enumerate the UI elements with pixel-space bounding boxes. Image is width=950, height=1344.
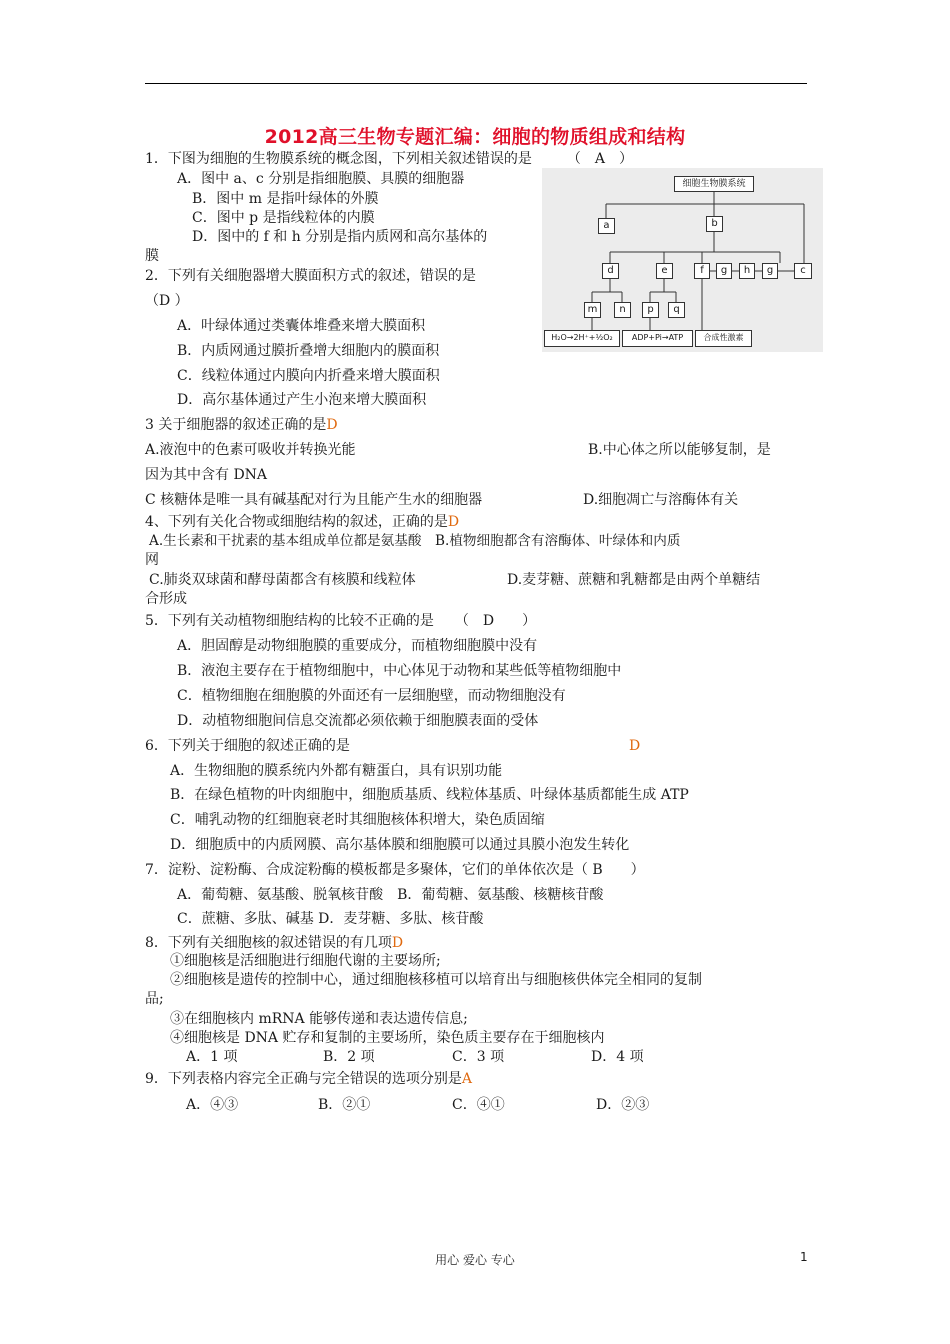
q8-option-b: B．2 项 xyxy=(323,1049,375,1065)
node-e: e xyxy=(656,263,673,279)
q4-option-b-cont: 网 xyxy=(145,552,159,568)
q5-option-b: B．液泡主要存在于植物细胞中，中心体见于动物和某些低等植物细胞中 xyxy=(177,663,622,679)
q1-option-c: C．图中 p 是指线粒体的内膜 xyxy=(192,210,375,226)
node-b: b xyxy=(706,216,723,232)
node-formula-water: H₂O→2H⁺+½O₂ xyxy=(544,330,620,347)
q8-item-3: ③在细胞核内 mRNA 能够传递和表达遗传信息; xyxy=(170,1011,468,1027)
page-footer: 用心 爱心 专心 xyxy=(435,1253,515,1267)
q2-option-c: C．线粒体通过内膜向内折叠来增大膜面积 xyxy=(177,368,440,384)
q3-option-c: C 核糖体是唯一具有碱基配对行为且能产生水的细胞器 xyxy=(145,492,483,508)
q3-option-b-cont: 因为其中含有 DNA xyxy=(145,467,268,483)
q8-answer: D xyxy=(391,935,404,951)
q8-item-2-cont: 品; xyxy=(145,991,164,1007)
q8-option-c: C．3 项 xyxy=(452,1049,505,1065)
q8-item-2: ②细胞核是遗传的控制中心，通过细胞核移植可以培育出与细胞核供体完全相同的复制 xyxy=(170,972,702,988)
q4-option-d: D.麦芽糖、蔗糖和乳糖都是由两个单糖结 xyxy=(507,572,761,588)
q5-option-d: D．动植物细胞间信息交流都必须依赖于细胞膜表面的受体 xyxy=(177,713,539,729)
node-g-2: g xyxy=(762,263,778,279)
q1-option-d: D．图中的 f 和 h 分别是指内质网和高尔基体的 xyxy=(192,229,488,245)
q3-option-d: D.细胞凋亡与溶酶体有关 xyxy=(583,492,739,508)
question-1: 1．下图为细胞的生物膜系统的概念图，下列相关叙述错误的是 （ A ） xyxy=(145,151,634,167)
node-n: n xyxy=(614,302,631,318)
q2-answer: （D ） xyxy=(145,293,189,309)
q3-option-b: B.中心体之所以能够复制，是 xyxy=(588,442,771,458)
q2-option-a: A．叶绿体通过类囊体堆叠来增大膜面积 xyxy=(177,318,426,334)
node-d: d xyxy=(602,263,619,279)
page-title: 2012高三生物专题汇编：细胞的物质组成和结构 xyxy=(264,126,686,148)
q5-option-a: A．胆固醇是动物细胞膜的重要成分，而植物细胞膜中没有 xyxy=(177,638,538,654)
question-3: 3 关于细胞器的叙述正确的是D xyxy=(145,417,338,433)
question-4: 4、下列有关化合物或细胞结构的叙述，正确的是D xyxy=(145,514,460,530)
q4-option-c: C.肺炎双球菌和酵母菌都含有核膜和线粒体 xyxy=(149,572,416,588)
node-q: q xyxy=(668,302,685,318)
q8-item-1: ①细胞核是活细胞进行细胞代谢的主要场所; xyxy=(170,953,441,969)
q4-option-d-cont: 合形成 xyxy=(145,591,187,607)
q6-option-d: D．细胞质中的内质网膜、高尔基体膜和细胞膜可以通过具膜小泡发生转化 xyxy=(170,837,630,853)
node-g-1: g xyxy=(716,263,732,279)
q6-option-b: B．在绿色植物的叶肉细胞中，细胞质基质、线粒体基质、叶绿体基质都能生成 ATP xyxy=(170,787,689,803)
question-9: 9．下列表格内容完全正确与完全错误的选项分别是A xyxy=(145,1071,473,1087)
q9-option-d: D．②③ xyxy=(596,1097,650,1113)
q2-option-d: D．高尔基体通过产生小泡来增大膜面积 xyxy=(177,392,427,408)
q3-answer: D xyxy=(326,417,338,433)
node-a: a xyxy=(598,218,615,234)
node-root: 细胞生物膜系统 xyxy=(674,176,754,192)
q6-option-c: C．哺乳动物的红细胞衰老时其细胞核体积增大，染色质固缩 xyxy=(170,812,545,828)
q6-answer: D xyxy=(629,738,641,754)
q2-option-b: B．内质网通过膜折叠增大细胞内的膜面积 xyxy=(177,343,440,359)
node-sex-hormone: 合成性激素 xyxy=(695,330,752,347)
q9-answer: A xyxy=(461,1071,473,1087)
q6-option-a: A．生物细胞的膜系统内外都有糖蛋白，具有识别功能 xyxy=(170,763,503,779)
node-f: f xyxy=(694,263,710,279)
node-m: m xyxy=(584,302,601,318)
q9-option-c: C．④① xyxy=(452,1097,505,1113)
q1-option-d-cont: 膜 xyxy=(145,248,159,264)
q7-option-cd: C．蔗糖、多肽、碱基 D．麦芽糖、多肽、核苷酸 xyxy=(177,911,484,927)
question-6: 6．下列关于细胞的叙述正确的是 xyxy=(145,738,350,754)
question-2: 2．下列有关细胞器增大膜面积方式的叙述，错误的是 xyxy=(145,268,476,284)
q8-item-4: ④细胞核是 DNA 贮存和复制的主要场所，染色质主要存在于细胞核内 xyxy=(170,1030,605,1046)
q9-option-a: A．④③ xyxy=(186,1097,239,1113)
page-number: 1 xyxy=(800,1250,808,1264)
node-c: c xyxy=(794,263,812,279)
q9-option-b: B．②① xyxy=(318,1097,371,1113)
q8-option-a: A．1 项 xyxy=(186,1049,238,1065)
q1-option-b: B．图中 m 是指叶绿体的外膜 xyxy=(192,191,379,207)
q8-option-d: D．4 项 xyxy=(591,1049,644,1065)
q1-option-a: A．图中 a、c 分别是指细胞膜、具膜的细胞器 xyxy=(177,171,465,187)
q3-option-a: A.液泡中的色素可吸收并转换光能 xyxy=(145,442,356,458)
header-rule xyxy=(145,83,807,84)
question-8: 8．下列有关细胞核的叙述错误的有几项D xyxy=(145,935,404,951)
diagram-connectors xyxy=(542,168,823,352)
q4-option-ab: A.生长素和干扰素的基本组成单位都是氨基酸 B.植物细胞都含有溶酶体、叶绿体和内质 xyxy=(149,533,681,549)
node-h: h xyxy=(739,263,755,279)
membrane-system-diagram xyxy=(542,168,823,352)
q7-option-ab: A．葡萄糖、氨基酸、脱氧核苷酸 B．葡萄糖、氨基酸、核糖核苷酸 xyxy=(177,887,604,903)
q4-answer: D xyxy=(447,514,460,530)
node-formula-atp: ADP+Pi→ATP xyxy=(622,330,693,347)
question-7: 7．淀粉、淀粉酶、合成淀粉酶的模板都是多聚体，它们的单体依次是（ B ） xyxy=(145,862,645,878)
node-p: p xyxy=(642,302,659,318)
q5-option-c: C．植物细胞在细胞膜的外面还有一层细胞壁，而动物细胞没有 xyxy=(177,688,566,704)
question-5: 5．下列有关动植物细胞结构的比较不正确的是 （ D ） xyxy=(145,613,537,629)
